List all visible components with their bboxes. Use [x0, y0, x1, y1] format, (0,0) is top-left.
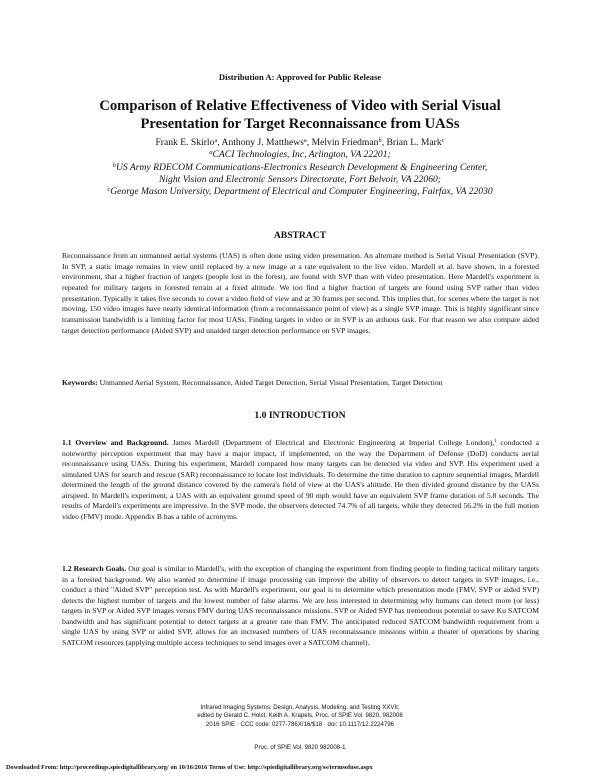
paragraph-text: Our goal is similar to Mardell's, with the exception of changing the experiment from finding people to finding tactical military targets in a forested background. We also wanted to determine if image processing can improve the ability of observers to detect targets in SVP images, i.e., conduct a third "Aided SVP" perception test. As with Mardell's experiment, our goal is to determine which presentation mode (FMV, SVP or aided SVP) detects the highest number of targets and the lowest number of false alarms. We are less interested in determining why humans can detect more (or less) targets in SVP or Aided SVP images versus FMV during UAS reconnaissance missions. SVP or Aided SVP has tremendous potential to save Ku SATCOM bandwidth and has significant potential to detect targets at a greater rate than FMV. The anticipated reduced SATCOM bandwidth requirement from a single UAS by using SVP or aided SVP, allows for an increased numbers of UAS reconnaissance missions within a theater of operations by sharing SATCOM resources (applying multiple access techniques to send images over a SATCOM channel). — [62, 564, 539, 647]
author-affil-mark: a — [214, 137, 218, 144]
keywords-text: Unmanned Aerial System, Reconnaissance, Aided Target Detection, Serial Visual Presentation, Target Detection — [97, 378, 443, 387]
reference-mark: 1 — [494, 439, 497, 444]
author-affil-mark: c — [441, 137, 445, 144]
subsection-heading: 1.2 Research Goals. — [62, 564, 127, 573]
distribution-statement: Distribution A: Approved for Public Release — [218, 72, 382, 82]
keywords — [62, 378, 539, 389]
footer-line: 2016 SPIE · CCC code: 0277-786X/16/$18 · doi: 10.1117/12.2224796 — [205, 720, 395, 728]
author-name: , Melvin Friedman — [306, 137, 379, 148]
abstract-heading: ABSTRACT — [273, 230, 327, 241]
paragraph-research-goals — [62, 564, 539, 648]
paragraph-text: conducted a noteworthy perception experiment that may have a major impact, if implemented, on the way the Department of Defense (DoD) conducts aerial reconnaissance using UASs. During his experiment, Mardell compared how many targets can be detected via video and SVP. His experiment used a simulated UAS for search and rescue (SAR) reconnaissance to locate lost individuals. To determine the time duration to capture sequential images, Mardell determined the length of the ground distance covered by the camera's field of view at the UAS's altitude. He then divided ground distance by the UASs airspeed. In Mardell's experiment, a UAS with an equivalent ground speed of 90 mph would have an equivalent SVP frame duration of 5.8 seconds. The results of Mardell's experiments are impressive. In the SVP mode, the observers detected 74.7% of all targets, while they detected 56.2% in the full motion video (FMV) mode. Appendix B has a table of acronyms. — [62, 438, 539, 521]
author-name: Frank E. Skirlo — [155, 137, 215, 148]
paragraph-text: James Mardell (Department of Electrical and Electronic Engineering at Imperial College London), — [168, 438, 495, 447]
author-affil-mark: b — [378, 137, 382, 144]
author-name: , Anthony J. Matthews — [217, 137, 304, 148]
footer-line: edited by Gerald C. Holst, Keith A. Krapels, Proc. of SPIE Vol. 9820, 982008 — [197, 712, 403, 720]
section-heading-introduction: 1.0 INTRODUCTION — [254, 410, 346, 421]
keywords-label: Keywords: — [62, 378, 98, 387]
affil-text: US Army RDECOM Communications-Electronics Research Development & Engineering Center, — [115, 161, 488, 173]
author-affil-mark: a — [303, 137, 307, 144]
footer-line: Infrared Imaging Systems: Design, Analysis, Modeling, and Testing XXVII, — [200, 704, 400, 711]
affiliation-b-cont: Night Vision and Electronic Sensors Directorate, Fort Belvoir, VA 22060; — [158, 173, 441, 185]
abstract-text: Reconnaissance from an unmanned aerial systems (UAS) is often done using video presentation. An alternate method is Serial Visual Presentation (SVP). In SVP, a static image remains in view until replaced by a new image at a rate equivalent to the live video. Mardell et al. have shown, in a forested environment, that a higher fraction of targets (people lost in the forest), are found with SVP than with video presentation. Here Mardell's experiment is repeated for military targets in forested terrain at a fixed altitude. We too find a higher fraction of targets are found using SVP rather than video presentation. Typically it takes five seconds to cover a video field of view and at 30 frames per second. This implies that, for scenes where the target is not moving, 150 video images have nearly identical information (from a reconnaissance point of view) as a single SVP image. This is highly significant since transmission bandwidth is a limiting factor for most UASs. Finding targets in video or in SVP is an arduous task. For that reason we also compare aided target detection performance (Aided SVP) and unaided target detection performance on SVP images. — [62, 251, 539, 335]
download-notice: Downloaded From: http://proceedings.spiedigitallibrary.org/ on 10/16/2016 Terms of Use: http://spiedigitallibrary.org/ss/termsofuse.aspx — [6, 764, 373, 771]
affiliation-b — [40, 162, 560, 174]
author-list — [40, 137, 560, 149]
author-block — [40, 137, 560, 198]
paragraph-overview — [62, 438, 539, 522]
affiliation-a — [40, 149, 560, 161]
author-name: , Brian L. Mark — [381, 137, 442, 148]
affil-mark: c — [107, 186, 111, 194]
affil-mark: a — [209, 149, 213, 157]
affiliation-c — [40, 186, 560, 198]
citation-footer — [0, 704, 600, 729]
subsection-heading: 1.1 Overview and Background. — [62, 438, 169, 447]
title-line-1: Comparison of Relative Effectiveness of Video with Serial Visual — [99, 98, 501, 114]
affil-text: George Mason University, Department of Electrical and Computer Engineering, Fairfax, VA 22030 — [110, 186, 493, 198]
title-line-2: Presentation for Target Reconnaissance from UASs — [140, 116, 460, 132]
page-number-line: Proc. of SPIE Vol. 9820 982008-1 — [254, 744, 346, 751]
affil-mark: b — [112, 161, 116, 169]
affil-text: CACI Technologies, Inc, Arlington, VA 22201; — [212, 149, 391, 161]
paper-title — [60, 97, 540, 133]
